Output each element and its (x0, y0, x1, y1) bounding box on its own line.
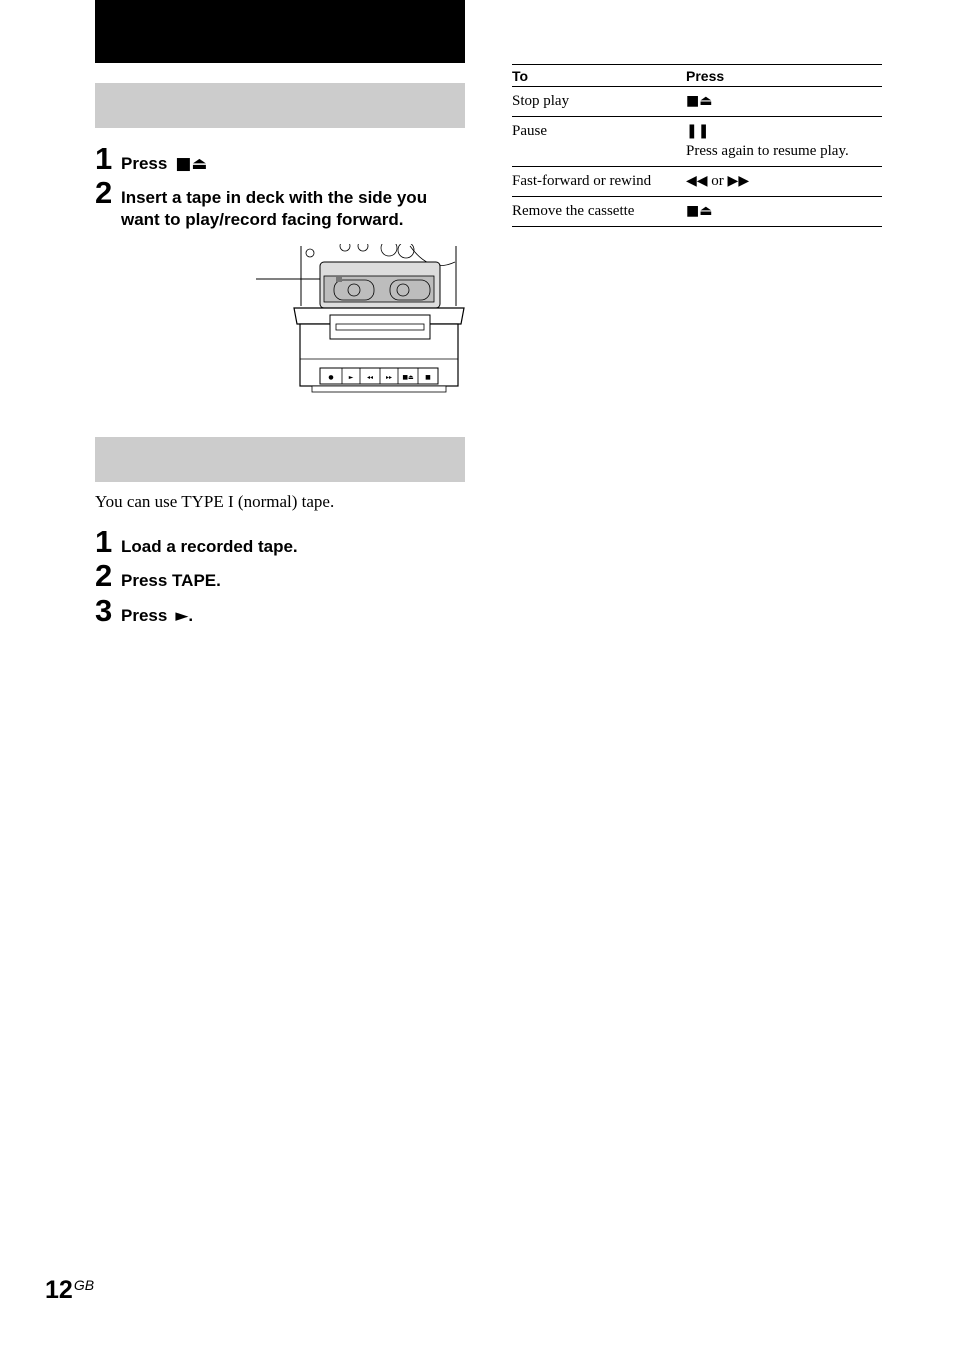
rewind-icon: ◂◂ (366, 374, 374, 381)
step-2-play (95, 560, 221, 592)
table-row (512, 197, 882, 227)
record-icon: ● (328, 374, 334, 381)
table-row (512, 87, 882, 117)
step-number: 1 (95, 524, 113, 559)
chapter-header-bar (95, 0, 465, 63)
action-cell: Fast-forward or rewind (512, 167, 686, 197)
column-header-to: To (512, 65, 686, 87)
operations-table (512, 64, 882, 227)
column-header-press: Press (686, 65, 882, 87)
table-header-row (512, 65, 882, 87)
or-text: or (711, 173, 724, 189)
step-3-play (95, 595, 193, 627)
step-text-line2: want to play/record facing forward. (121, 210, 404, 229)
stop-eject-icon: ■⏏ (686, 93, 713, 109)
step-text: Press (121, 606, 168, 625)
step-text-line1: Insert a tape in deck with the side you (121, 188, 428, 207)
section-header-band (95, 437, 465, 482)
play-icon: ► (175, 606, 189, 626)
step-number: 3 (95, 593, 113, 628)
step-1-play (95, 526, 298, 558)
section-header-band (95, 83, 465, 128)
stop-eject-icon: ■⏏ (686, 203, 713, 219)
play-icon: ► (348, 374, 354, 381)
rewind-icon: ◀◀ (686, 173, 708, 189)
step-number: 2 (95, 175, 113, 210)
cassette-deck-illustration (250, 244, 470, 404)
step-number: 2 (95, 558, 113, 593)
step-text: Press TAPE. (121, 571, 221, 590)
press-note: Press again to resume play. (686, 143, 849, 159)
fast-forward-icon: ▶▶ (727, 173, 750, 189)
action-cell: Pause (512, 117, 686, 167)
page-number: $12^{GB}$ (45, 1276, 95, 1304)
pause-icon: ❚❚ (686, 123, 710, 139)
table-row (512, 167, 882, 197)
table-row (512, 117, 882, 167)
step-1-insert (95, 143, 207, 175)
stop-icon: ■ (425, 374, 431, 381)
intro-text: You can use TYPE I (normal) tape. (95, 492, 335, 511)
action-cell: Remove the cassette (512, 197, 686, 227)
page-suffix: GB (73, 1277, 95, 1293)
fast-forward-icon: ▸▸ (385, 374, 393, 381)
step-text: Load a recorded tape. (121, 537, 298, 556)
step-text: Press (121, 154, 168, 173)
step-2-insert (95, 177, 427, 231)
stop-eject-icon: ■⏏ (402, 374, 414, 381)
step-number: 1 (95, 141, 113, 176)
action-cell: Stop play (512, 87, 686, 117)
step-suffix: . (188, 606, 194, 625)
stop-eject-icon: ■⏏ (175, 154, 208, 174)
